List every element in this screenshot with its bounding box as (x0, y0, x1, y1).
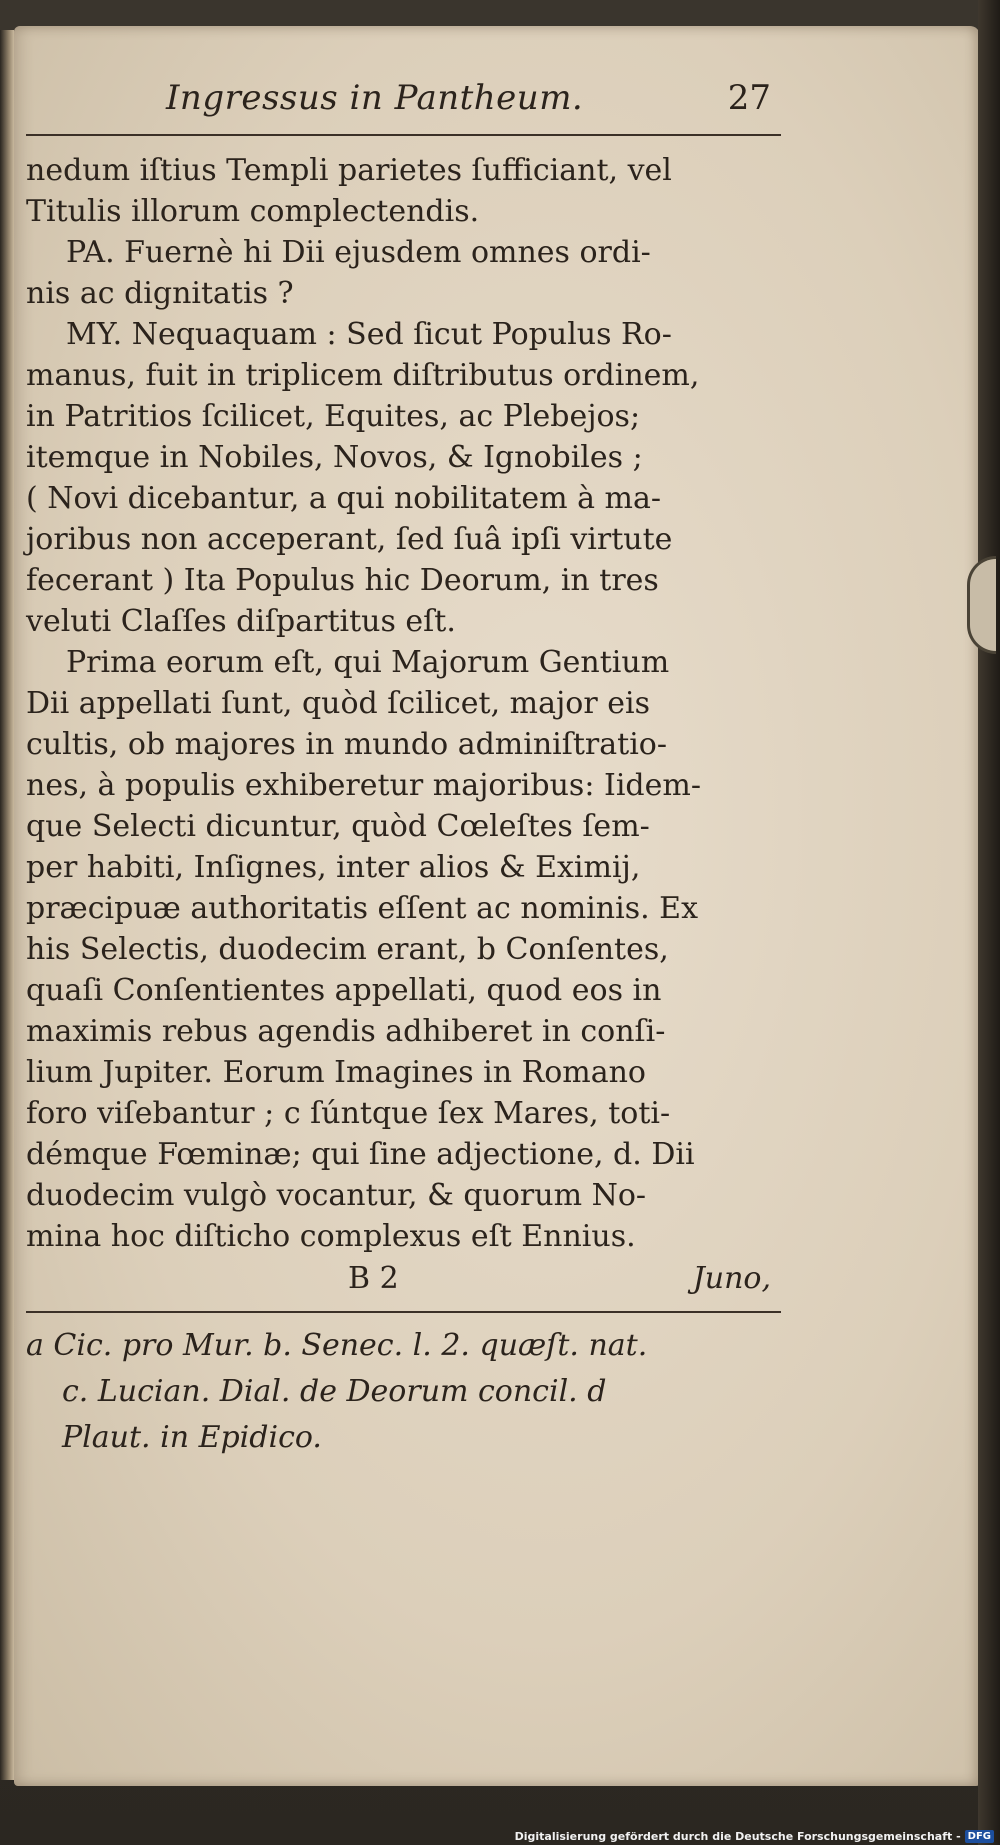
text-line: veluti Claſſes diſpartitus eſt. (26, 604, 456, 639)
dfg-logo-icon: DFG (965, 1830, 994, 1843)
text-line: Titulis illorum complectendis. (26, 194, 480, 229)
text-line: per habiti, Inſignes, inter alios & Eximij, (26, 850, 641, 885)
text-line: itemque in Nobiles, Novos, & Ignobiles ; (26, 440, 643, 475)
text-line: PA. Fuernè hi Dii ejusdem omnes ordi- (66, 235, 651, 270)
text-line: Dii appellati ſunt, quòd ſcilicet, major eis (26, 686, 650, 721)
book-gutter (0, 30, 14, 1780)
footnote-rule (26, 1311, 781, 1313)
footnotes (26, 1323, 781, 1461)
text-line: MY. Nequaquam : Sed ſicut Populus Ro- (66, 317, 672, 352)
text-line: foro viſebantur ; c ſúntque ſex Mares, toti- (26, 1096, 671, 1131)
text-line: in Patritios ſcilicet, Equites, ac Plebejos; (26, 399, 641, 434)
text-line: quaſi Conſentientes appellati, quod eos in (26, 973, 662, 1008)
paragraph-2 (26, 232, 781, 314)
text-line: mina hoc diſticho complexus eſt Ennius. (26, 1219, 636, 1254)
paragraph-3 (26, 314, 781, 642)
text-line: ( Novi dicebantur, a qui nobilitatem à ma- (26, 481, 661, 516)
text-line: que Selecti dicuntur, quòd Cœleſtes ſem- (26, 809, 650, 844)
text-line: manus, fuit in triplicem diſtributus ordinem, (26, 358, 700, 393)
footnote-line: c. Lucian. Dial. de Deorum concil. d (62, 1374, 607, 1409)
text-line: joribus non acceperant, ſed ſuâ ipſi virtute (26, 522, 673, 557)
catch-line (26, 1261, 781, 1305)
header-rule (26, 134, 781, 136)
page-text-block (26, 50, 781, 1461)
footnote-line: a Cic. pro Mur. b. Senec. l. 2. quæſt. nat. (26, 1328, 648, 1363)
text-line: nis ac dignitatis ? (26, 276, 294, 311)
paragraph-4 (26, 642, 781, 1257)
running-title: Ingressus in Pantheum. (166, 78, 584, 118)
text-line: maximis rebus agendis adhiberet in conſi- (26, 1014, 666, 1049)
body-text (26, 150, 781, 1257)
book-cover-edge (978, 0, 1000, 1845)
page-tab-marker (967, 556, 996, 654)
text-line: Prima eorum eſt, qui Majorum Gentium (66, 645, 670, 680)
text-line: nes, à populis exhiberetur majoribus: Iidem- (26, 768, 701, 803)
page-header (26, 50, 781, 136)
text-line: cultis, ob majores in mundo adminiſtratio- (26, 727, 667, 762)
text-line: lium Jupiter. Eorum Imagines in Romano (26, 1055, 646, 1090)
catchword: Juno, (692, 1261, 771, 1296)
text-line: duodecim vulgò vocantur, & quorum No- (26, 1178, 647, 1213)
digitization-credit (515, 1830, 994, 1843)
text-line: démque Fœminæ; qui ſine adjectione, d. Dii (26, 1137, 695, 1172)
page-number: 27 (727, 78, 771, 118)
paragraph-1 (26, 150, 781, 232)
signature-mark: B 2 (348, 1261, 399, 1296)
text-line: nedum iſtius Templi parietes ſufficiant, vel (26, 153, 672, 188)
text-line: præcipuæ authoritatis eſſent ac nominis. Ex (26, 891, 698, 926)
text-line: fecerant ) Ita Populus hic Deorum, in tres (26, 563, 659, 598)
footnote-line: Plaut. in Epidico. (62, 1420, 322, 1455)
text-line: his Selectis, duodecim erant, b Conſentes, (26, 932, 669, 967)
credit-text: Digitalisierung gefördert durch die Deutsche Forschungsgemeinschaft - (514, 1830, 961, 1843)
